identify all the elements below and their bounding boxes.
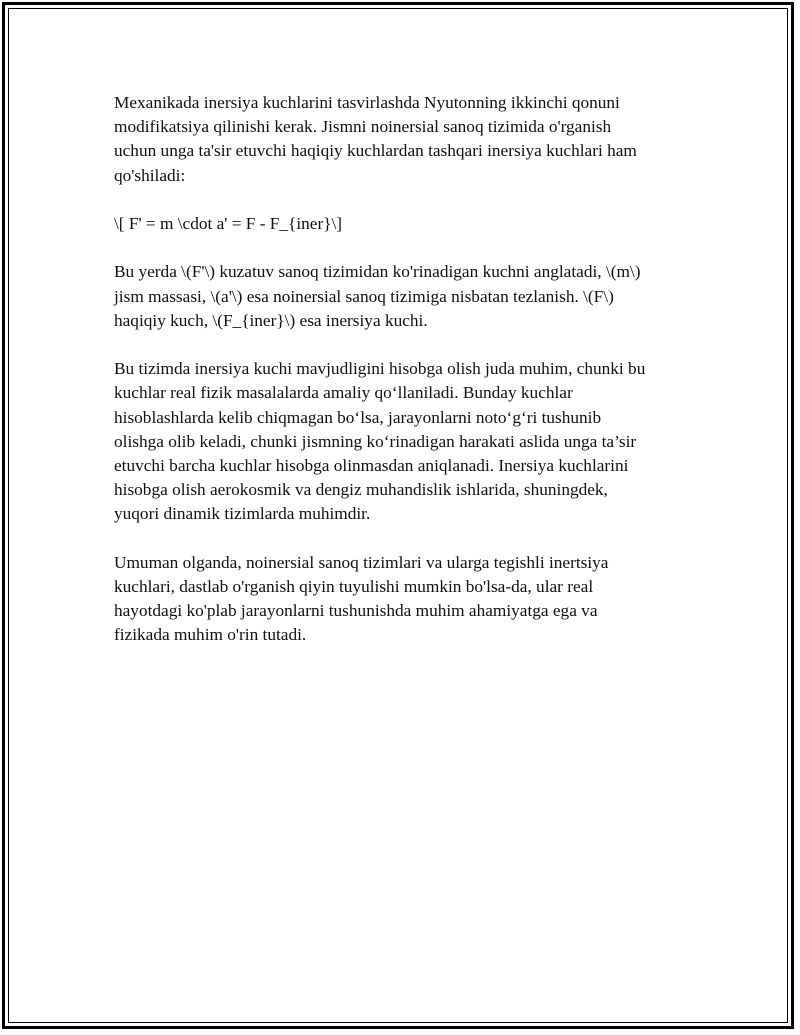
paragraph-intro: Mexanikada inersiya kuchlarini tasvirlashda Nyutonning ikkinchi qonuni modifikatsiya qilinishi kerak. Jismni noinersial sanoq tizimida o'rganish uchun unga ta'sir etuvchi haqiqiy kuchlardan tashqari inersiya kuchlari ham qo'shiladi:: [114, 93, 637, 185]
paragraph-importance: Bu tizimda inersiya kuchi mavjudligini hisobga olish juda muhim, chunki bu kuchlar real fizik masalalarda amaliy qo‘llaniladi. Bunday kuchlar hisoblashlarda kelib chiqmagan bo‘lsa, jarayonlarni noto‘g‘ri tushunib olishga olib keladi, chunki jismning ko‘rinadigan harakati aslida unga ta’sir etuvchi barcha kuchlar hisobga olinmasdan aniqlanadi. Inersiya kuchlarini hisobga olish aerokosmik va dengiz muhandislik ishlarida, shuningdek, yuqori dinamik tizimlarda muhimdir.: [114, 359, 646, 524]
document-body: [114, 91, 694, 672]
equation-line: \[ F' = m \cdot a' = F - F_{iner}\]: [114, 214, 343, 233]
paragraph-definitions: Bu yerda \(F'\) kuzatuv sanoq tizimidan ko'rinadigan kuchni anglatadi, \(m\) jism massasi, \(a'\) esa noinersial sanoq tizimiga nisbatan tezlanish. \(F\) haqiqiy kuch, \(F_{iner}\) esa inersiya kuchi.: [114, 262, 641, 330]
paragraph-conclusion: Umuman olganda, noinersial sanoq tizimlari va ularga tegishli inertsiya kuchlari, dastlab o'rganish qiyin tuyulishi mumkin bo'lsa-da, ular real hayotdagi ko'plab jarayonlarni tushunishda muhim ahamiyatga ega va fizikada muhim o'rin tutadi.: [114, 552, 609, 645]
